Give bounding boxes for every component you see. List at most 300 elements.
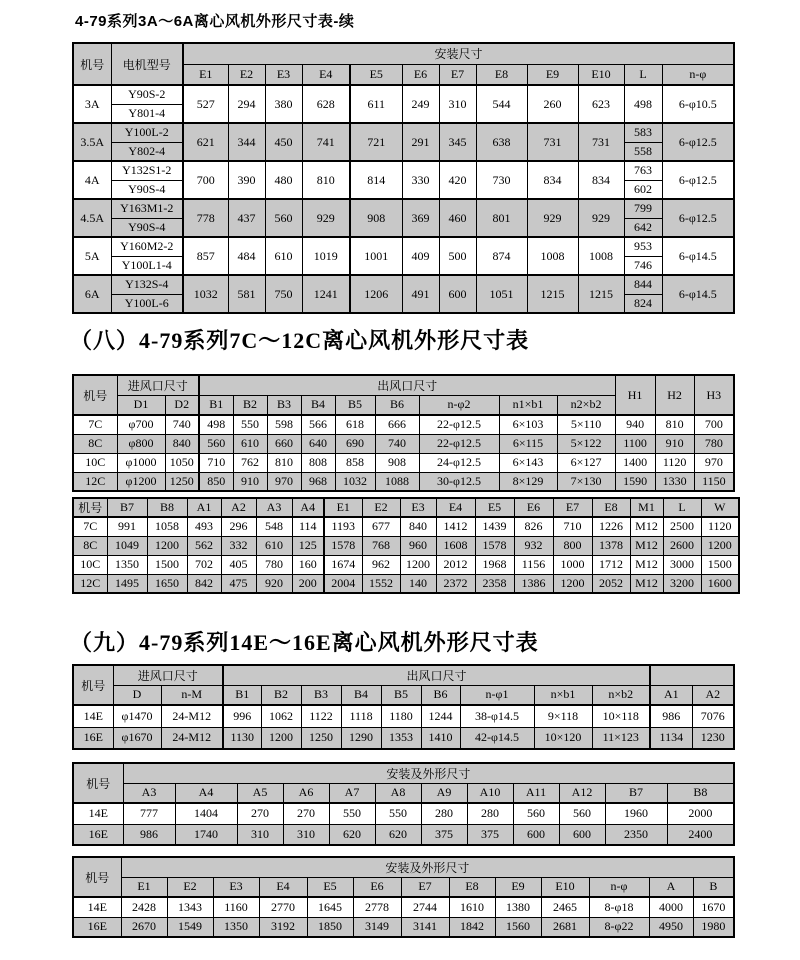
cell: 560 <box>199 434 233 453</box>
cell: 842 <box>187 574 221 593</box>
cell: 5×110 <box>557 415 615 434</box>
cell: 1712 <box>592 555 630 574</box>
header-cell: E2 <box>362 498 400 517</box>
header-cell: D2 <box>165 395 199 415</box>
cell: 826 <box>514 517 553 536</box>
cell: 2500 <box>663 517 701 536</box>
header-cell: E5 <box>350 64 402 85</box>
cell: 1650 <box>147 574 187 593</box>
header-cell: B2 <box>233 395 267 415</box>
cell: 730 <box>476 161 527 199</box>
cell: 2350 <box>605 824 667 845</box>
cell: 2770 <box>259 897 307 917</box>
header-cell: n-φ2 <box>419 395 499 415</box>
cell: 762 <box>233 453 267 472</box>
header-cell: 机号 <box>73 498 107 517</box>
cell: 731 <box>578 123 624 161</box>
cell: 1206 <box>350 275 402 313</box>
cell: 10C <box>73 453 117 472</box>
cell: 6-φ14.5 <box>662 275 734 313</box>
cell: 844 <box>624 275 662 294</box>
cell: 1088 <box>375 472 419 491</box>
cell: 6-φ12.5 <box>662 161 734 199</box>
cell: 721 <box>350 123 402 161</box>
cell: 660 <box>267 434 301 453</box>
cell: 746 <box>624 256 662 275</box>
header-cell: 出风口尺寸 <box>199 375 615 395</box>
table-row <box>73 705 734 727</box>
header-cell: n-φ1 <box>460 685 534 705</box>
cell: 1244 <box>421 705 460 727</box>
header-cell: n1×b1 <box>499 395 557 415</box>
cell: 986 <box>123 824 175 845</box>
header-cell: D <box>113 685 161 705</box>
cell: 3000 <box>663 555 701 574</box>
cell: M12 <box>630 574 663 593</box>
cell: 11×123 <box>592 727 650 749</box>
header-cell: E10 <box>578 64 624 85</box>
table-14e-16e-main <box>72 664 735 750</box>
cell: 932 <box>514 536 553 555</box>
header-cell: B3 <box>301 685 341 705</box>
cell: 22-φ12.5 <box>419 434 499 453</box>
cell: 874 <box>476 237 527 275</box>
cell: 2428 <box>121 897 167 917</box>
cell: 834 <box>578 161 624 199</box>
cell: 1160 <box>213 897 259 917</box>
cell: 840 <box>165 434 199 453</box>
cell: 1495 <box>107 574 147 593</box>
table-row <box>73 517 739 536</box>
cell: 270 <box>237 803 283 824</box>
cell: 1412 <box>436 517 475 536</box>
cell: 8-φ18 <box>589 897 649 917</box>
section-title-8: （八）4-79系列7C～12C离心风机外形尺寸表 <box>70 328 530 353</box>
header-cell: E1 <box>324 498 362 517</box>
header-cell: A8 <box>375 783 421 803</box>
cell: 1032 <box>335 472 375 491</box>
cell: 3.5A <box>73 123 111 161</box>
cell: 780 <box>694 434 734 453</box>
header-cell: E5 <box>475 498 514 517</box>
header-cell: E4 <box>302 64 350 85</box>
header-cell: n×b2 <box>592 685 650 705</box>
cell: 1380 <box>495 897 541 917</box>
cell: 1500 <box>147 555 187 574</box>
cell: 10×120 <box>534 727 592 749</box>
header-cell: A7 <box>329 783 375 803</box>
cell: 834 <box>527 161 578 199</box>
header-cell: E4 <box>436 498 475 517</box>
cell: 16E <box>73 824 123 845</box>
cell: 850 <box>199 472 233 491</box>
cell: Y163M1-2 <box>111 199 183 218</box>
cell: 910 <box>655 434 694 453</box>
header-cell: E6 <box>514 498 553 517</box>
header-cell: A4 <box>175 783 237 803</box>
cell: 780 <box>256 555 292 574</box>
cell: φ1670 <box>113 727 161 749</box>
cell: 296 <box>221 517 256 536</box>
cell: 375 <box>421 824 467 845</box>
cell: 610 <box>256 536 292 555</box>
header-cell: 安装尺寸 <box>183 43 734 64</box>
header-cell: 机号 <box>73 375 117 415</box>
cell: 24-M12 <box>161 705 223 727</box>
cell: 986 <box>650 705 692 727</box>
header-cell: B2 <box>261 685 301 705</box>
cell: 160 <box>292 555 324 574</box>
cell: 140 <box>400 574 436 593</box>
cell: 12C <box>73 472 117 491</box>
cell: Y132S1-2 <box>111 161 183 180</box>
cell: 380 <box>265 85 302 123</box>
cell: 1578 <box>475 536 514 555</box>
cell: 960 <box>400 536 436 555</box>
cell: 405 <box>221 555 256 574</box>
cell: 940 <box>615 415 655 434</box>
header-cell: E3 <box>213 877 259 897</box>
cell: 5A <box>73 237 111 275</box>
cell: 920 <box>256 574 292 593</box>
cell: 6-φ12.5 <box>662 123 734 161</box>
cell: 8×129 <box>499 472 557 491</box>
cell: 566 <box>301 415 335 434</box>
cell: 1980 <box>693 917 734 937</box>
table-7c-12c-main <box>72 374 733 492</box>
cell: 857 <box>183 237 228 275</box>
cell: 6-φ10.5 <box>662 85 734 123</box>
header-cell: B5 <box>335 395 375 415</box>
header-cell: A1 <box>187 498 221 517</box>
cell: 500 <box>439 237 476 275</box>
cell: 1290 <box>341 727 381 749</box>
cell: 8-φ22 <box>589 917 649 937</box>
cell: 16E <box>73 917 121 937</box>
header-cell: 电机型号 <box>111 43 183 85</box>
table-7c-12c-main <box>72 374 735 492</box>
cell: 7076 <box>692 705 734 727</box>
header-cell: E2 <box>167 877 213 897</box>
cell: Y802-4 <box>111 142 183 161</box>
cell: 638 <box>476 123 527 161</box>
table-row <box>73 415 734 434</box>
cell: M12 <box>630 517 663 536</box>
cell: 1386 <box>514 574 553 593</box>
header-cell: B1 <box>223 685 261 705</box>
cell: 10×118 <box>592 705 650 727</box>
cell: 310 <box>439 85 476 123</box>
cell: 1378 <box>592 536 630 555</box>
cell: Y160M2-2 <box>111 237 183 256</box>
cell: 824 <box>624 294 662 313</box>
table-14e-16e-main <box>72 664 733 750</box>
cell: 598 <box>267 415 301 434</box>
cell: 1200 <box>553 574 592 593</box>
cell: 16E <box>73 727 113 749</box>
cell: 768 <box>362 536 400 555</box>
cell: 810 <box>302 161 350 199</box>
cell: 1608 <box>436 536 475 555</box>
header-cell: n-φ <box>589 877 649 897</box>
cell: 369 <box>402 199 439 237</box>
cell: 5×122 <box>557 434 615 453</box>
cell: 24-M12 <box>161 727 223 749</box>
cell: 3200 <box>663 574 701 593</box>
cell: 1350 <box>107 555 147 574</box>
cell: 30-φ12.5 <box>419 472 499 491</box>
cell: 996 <box>223 705 261 727</box>
cell: 970 <box>694 453 734 472</box>
cell: 1100 <box>615 434 655 453</box>
cell: 420 <box>439 161 476 199</box>
cell: Y90S-2 <box>111 85 183 104</box>
cell: 14E <box>73 897 121 917</box>
cell: 22-φ12.5 <box>419 415 499 434</box>
cell: 260 <box>527 85 578 123</box>
header-cell: n×b1 <box>534 685 592 705</box>
header-cell: D1 <box>117 395 165 415</box>
cell: 1674 <box>324 555 362 574</box>
cell: 3141 <box>401 917 449 937</box>
header-cell: B1 <box>199 395 233 415</box>
cell: Y90S-4 <box>111 180 183 199</box>
cell: 1134 <box>650 727 692 749</box>
cell: 690 <box>335 434 375 453</box>
cell: 2778 <box>353 897 401 917</box>
header-cell: B3 <box>267 395 301 415</box>
cell: 2400 <box>667 824 734 845</box>
cell: 740 <box>165 415 199 434</box>
cell: 581 <box>228 275 265 313</box>
header-cell: 机号 <box>73 857 121 897</box>
header-cell: E10 <box>541 877 589 897</box>
cell: Y90S-4 <box>111 218 183 237</box>
header-cell: 安装及外形尺寸 <box>123 763 734 783</box>
cell: 527 <box>183 85 228 123</box>
cell: 1645 <box>307 897 353 917</box>
cell: 1343 <box>167 897 213 917</box>
cell: 1008 <box>527 237 578 275</box>
cell: 620 <box>375 824 421 845</box>
cell: 1250 <box>301 727 341 749</box>
cell: 38-φ14.5 <box>460 705 534 727</box>
cell: 677 <box>362 517 400 536</box>
cell: 1226 <box>592 517 630 536</box>
cell: 700 <box>694 415 734 434</box>
header-cell: E3 <box>265 64 302 85</box>
cell: 777 <box>123 803 175 824</box>
table-7c-12c-extra <box>72 497 738 594</box>
table-3a-6a-continued <box>72 42 735 314</box>
cell: φ1200 <box>117 472 165 491</box>
cell: 763 <box>624 161 662 180</box>
header-cell: A4 <box>292 498 324 517</box>
cell: 8C <box>73 434 117 453</box>
cell: 6×115 <box>499 434 557 453</box>
header-cell: E6 <box>402 64 439 85</box>
table-row <box>73 536 739 555</box>
header-cell: A11 <box>513 783 559 803</box>
cell: 1960 <box>605 803 667 824</box>
cell: 12C <box>73 574 107 593</box>
cell: 1350 <box>213 917 259 937</box>
table-row <box>73 275 734 294</box>
cell: 750 <box>265 275 302 313</box>
cell: 1062 <box>261 705 301 727</box>
header-cell: H1 <box>615 375 655 415</box>
cell: 2744 <box>401 897 449 917</box>
cell: 450 <box>265 123 302 161</box>
cell: 6A <box>73 275 111 313</box>
cell: 1118 <box>341 705 381 727</box>
cell: 640 <box>301 434 335 453</box>
table-14e-16e-install-a <box>72 762 735 846</box>
cell: 970 <box>267 472 301 491</box>
cell: 2600 <box>663 536 701 555</box>
cell: 1250 <box>165 472 199 491</box>
header-cell: 机号 <box>73 43 111 85</box>
table-14e-16e-install-a <box>72 762 733 846</box>
header-cell: 机号 <box>73 763 123 803</box>
cell: 741 <box>302 123 350 161</box>
table-3a-6a-continued <box>72 42 733 314</box>
cell: 618 <box>335 415 375 434</box>
table-row <box>73 555 739 574</box>
table-row <box>73 897 734 917</box>
cell: 611 <box>350 85 402 123</box>
header-cell: E8 <box>476 64 527 85</box>
cell: 602 <box>624 180 662 199</box>
header-cell: L <box>663 498 701 517</box>
cell: 1549 <box>167 917 213 937</box>
table-row <box>73 574 739 593</box>
cell: 1120 <box>701 517 739 536</box>
cell: 1000 <box>553 555 592 574</box>
cell: 908 <box>375 453 419 472</box>
header-cell: E9 <box>527 64 578 85</box>
cell: 1200 <box>400 555 436 574</box>
table-14e-16e-install-b <box>72 856 735 938</box>
cell: 2465 <box>541 897 589 917</box>
cell: 710 <box>553 517 592 536</box>
cell: Y100L-6 <box>111 294 183 313</box>
cell: 583 <box>624 123 662 142</box>
header-cell: A5 <box>237 783 283 803</box>
cell: 1200 <box>147 536 187 555</box>
cell: 437 <box>228 199 265 237</box>
cell: Y132S-4 <box>111 275 183 294</box>
cell: 840 <box>400 517 436 536</box>
header-cell: B4 <box>301 395 335 415</box>
cell: 550 <box>233 415 267 434</box>
table-7c-12c-extra <box>72 497 740 594</box>
header-cell: n2×b2 <box>557 395 615 415</box>
cell: 14E <box>73 705 113 727</box>
cell: 1001 <box>350 237 402 275</box>
header-cell: E1 <box>183 64 228 85</box>
table-row <box>73 85 734 104</box>
cell: φ1470 <box>113 705 161 727</box>
header-cell: E2 <box>228 64 265 85</box>
cell: 493 <box>187 517 221 536</box>
header-cell: B <box>693 877 734 897</box>
cell: 291 <box>402 123 439 161</box>
cell: 280 <box>467 803 513 824</box>
cell: 962 <box>362 555 400 574</box>
header-cell: 机号 <box>73 665 113 705</box>
cell: 6×127 <box>557 453 615 472</box>
cell: 498 <box>199 415 233 434</box>
cell: 344 <box>228 123 265 161</box>
cell: 10C <box>73 555 107 574</box>
cell: 620 <box>329 824 375 845</box>
table-row <box>73 123 734 142</box>
cell: 1740 <box>175 824 237 845</box>
cell: 3192 <box>259 917 307 937</box>
table-row <box>73 199 734 218</box>
cell: 2372 <box>436 574 475 593</box>
cell: M12 <box>630 536 663 555</box>
header-cell: M1 <box>630 498 663 517</box>
cell: 929 <box>527 199 578 237</box>
cell: 484 <box>228 237 265 275</box>
header-cell: n-M <box>161 685 223 705</box>
cell: 2004 <box>324 574 362 593</box>
cell: 1590 <box>615 472 655 491</box>
header-cell <box>650 665 734 685</box>
cell: 4.5A <box>73 199 111 237</box>
cell: 332 <box>221 536 256 555</box>
header-cell: E8 <box>449 877 495 897</box>
cell: 642 <box>624 218 662 237</box>
cell: 310 <box>237 824 283 845</box>
header-cell: B8 <box>667 783 734 803</box>
cell: 908 <box>350 199 402 237</box>
cell: 799 <box>624 199 662 218</box>
cell: φ1000 <box>117 453 165 472</box>
cell: 125 <box>292 536 324 555</box>
cell: 929 <box>302 199 350 237</box>
cell: 628 <box>302 85 350 123</box>
cell: Y100L-2 <box>111 123 183 142</box>
cell: 623 <box>578 85 624 123</box>
cell: 562 <box>187 536 221 555</box>
header-cell: 进风口尺寸 <box>113 665 223 685</box>
cell: 4000 <box>649 897 693 917</box>
cell: 475 <box>221 574 256 593</box>
table-row <box>73 727 734 749</box>
header-cell: B5 <box>381 685 421 705</box>
cell: 390 <box>228 161 265 199</box>
cell: 929 <box>578 199 624 237</box>
header-cell: A3 <box>256 498 292 517</box>
cell: 810 <box>267 453 301 472</box>
cell: 600 <box>559 824 605 845</box>
table-row <box>73 803 734 824</box>
cell: 310 <box>283 824 329 845</box>
cell: 1600 <box>701 574 739 593</box>
cell: 1032 <box>183 275 228 313</box>
cell: 1439 <box>475 517 514 536</box>
header-cell: L <box>624 64 662 85</box>
cell: 731 <box>527 123 578 161</box>
cell: 740 <box>375 434 419 453</box>
cell: φ800 <box>117 434 165 453</box>
header-cell: A10 <box>467 783 513 803</box>
cell: 8C <box>73 536 107 555</box>
cell: 375 <box>467 824 513 845</box>
